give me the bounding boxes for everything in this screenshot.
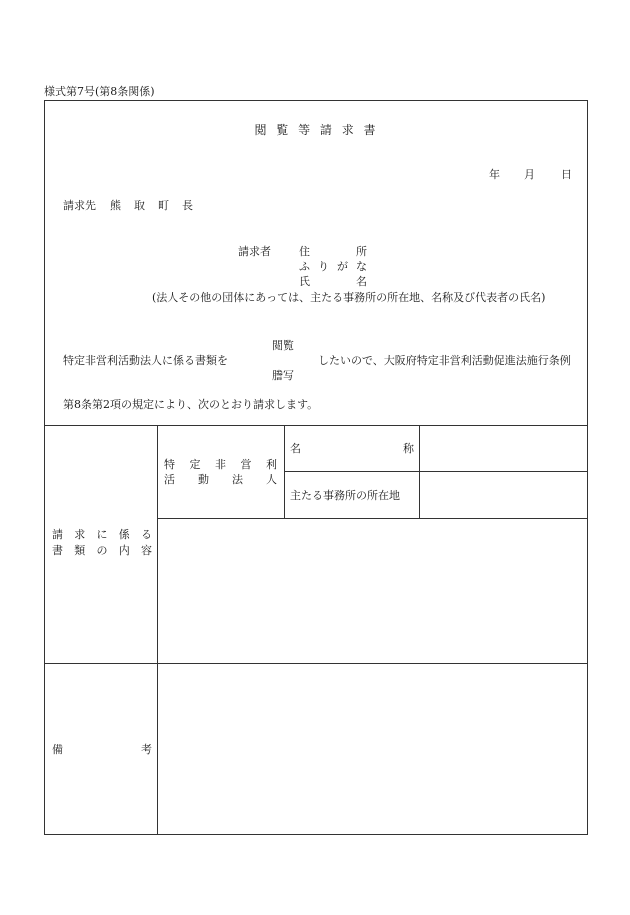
- date-day[interactable]: 日: [561, 168, 572, 181]
- label-char: 人: [266, 473, 277, 486]
- label-char: ふ: [299, 260, 310, 273]
- label-char: が: [337, 260, 348, 273]
- label-char: 備: [52, 743, 63, 756]
- label-char: 法: [232, 473, 243, 486]
- label-char: に: [96, 528, 108, 541]
- label-char: 称: [403, 442, 414, 455]
- org-label-line2: [164, 473, 277, 486]
- label-char: 特: [164, 458, 175, 471]
- label-char: 氏: [299, 275, 310, 288]
- label-char: 係: [118, 528, 130, 541]
- label-char: 求: [74, 528, 86, 541]
- label-char: 類: [74, 544, 86, 557]
- requester-name-label[interactable]: [299, 275, 367, 288]
- label-char: る: [141, 528, 152, 541]
- office-address-label: 主たる事務所の所在地: [290, 489, 400, 502]
- request-middle: したいので、大阪府特定非営利活動促進法施行条例: [318, 354, 571, 367]
- addressee-town-char: 取: [134, 199, 145, 212]
- label-char: 書: [52, 544, 63, 557]
- label-char: 住: [299, 245, 310, 258]
- page-title: 閲 覧 等 請 求 書: [254, 123, 376, 137]
- label-char: 請: [52, 528, 63, 541]
- label-char: 動: [198, 473, 209, 486]
- requester-furigana-label[interactable]: [299, 260, 367, 273]
- label-char: 定: [189, 458, 201, 471]
- section-label-line1: [52, 528, 152, 541]
- requester-address-label[interactable]: [299, 245, 367, 258]
- requester-label: 請求者: [238, 245, 271, 258]
- label-char: 名: [290, 442, 301, 455]
- label-char: 非: [215, 458, 226, 471]
- label-char: 利: [266, 458, 277, 471]
- label-char: り: [318, 260, 329, 273]
- label-char: 所: [356, 245, 367, 258]
- addressee-town-char: 熊: [110, 199, 121, 212]
- org-label-line1: [164, 458, 277, 471]
- option-copy[interactable]: 謄写: [272, 369, 294, 382]
- addressee-label: 請求先: [63, 199, 96, 212]
- addressee-town-char: 長: [182, 199, 193, 212]
- label-char: な: [356, 260, 367, 273]
- org-name-label: [290, 442, 414, 455]
- remarks-label: [52, 743, 152, 756]
- date-year[interactable]: 年: [489, 168, 500, 181]
- request-line2: 第8条第2項の規定により、次のとおり請求します。: [63, 398, 319, 411]
- office-address-field[interactable]: [420, 472, 587, 518]
- section-label-line2: [52, 544, 152, 557]
- label-char: 名: [356, 275, 367, 288]
- label-char: の: [96, 544, 108, 557]
- label-char: 営: [240, 458, 252, 471]
- date-month[interactable]: 月: [524, 168, 535, 181]
- document-content-field[interactable]: [158, 519, 587, 663]
- label-char: 内: [118, 544, 130, 557]
- option-view[interactable]: 閲覧: [272, 339, 294, 352]
- label-char: 容: [141, 544, 152, 557]
- addressee-town-char: 町: [158, 199, 169, 212]
- corporate-note: (法人その他の団体にあっては、主たる事務所の所在地、名称及び代表者の氏名): [152, 291, 546, 304]
- form-number: 様式第7号(第8条関係): [44, 85, 155, 98]
- label-char: 考: [141, 743, 152, 756]
- org-name-field[interactable]: [420, 426, 587, 471]
- label-char: 活: [164, 473, 175, 486]
- remarks-field[interactable]: [158, 664, 587, 834]
- request-lead: 特定非営利活動法人に係る書類を: [63, 354, 228, 367]
